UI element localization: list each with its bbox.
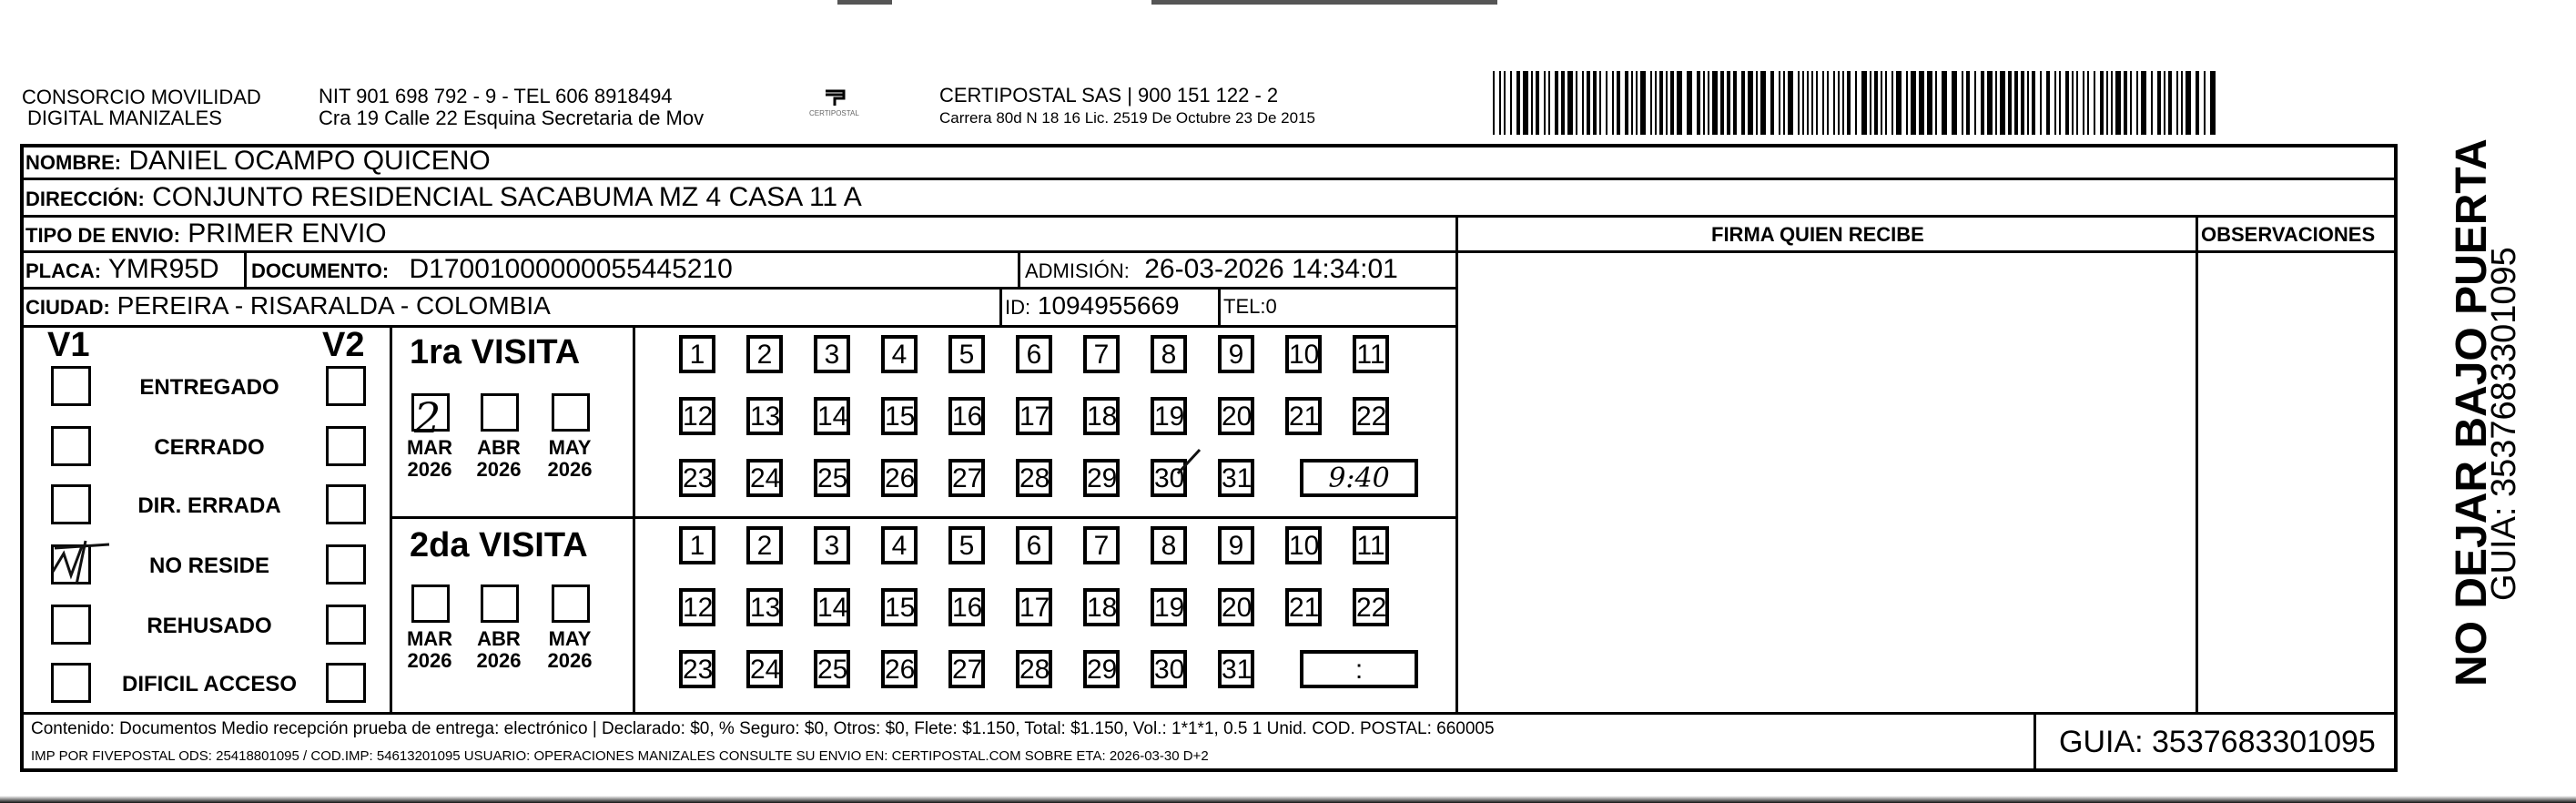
second-month-name: MAY [548,627,592,650]
documento-value: D17001000000055445210 [409,254,733,284]
placa-label: PLACA: [25,259,102,282]
first-day-box[interactable]: 5 [948,335,985,373]
company-address: Cra 19 Calle 22 Esquina Secretaria de Mov [319,107,705,129]
second-day-box[interactable]: 20 [1218,588,1254,626]
barcode [1493,71,2216,135]
second-day-box[interactable]: 1 [679,526,715,564]
direccion-value: CONJUNTO RESIDENCIAL SACABUMA MZ 4 CASA 11 A [152,182,862,212]
first-day-box[interactable]: 24 [746,459,783,497]
cell-line [244,250,247,287]
first-month-year: 2026 [407,458,452,481]
tel-label: TEL: [1223,295,1266,318]
side-guia: GUIA: 3537683301095 [2485,247,2523,601]
first-month-box[interactable] [552,393,590,432]
second-day-box[interactable]: 14 [814,588,850,626]
logo-text: CERTIPOSTAL [809,109,859,117]
second-day-box[interactable]: 18 [1083,588,1120,626]
status-label: NO RESIDE [148,554,270,578]
admision-label: ADMISIÓN: [1025,259,1130,282]
row-line [20,178,2398,180]
first-day-box[interactable]: 30 [1151,459,1187,497]
cell-line [390,516,1457,519]
footer-content: Contenido: Documentos Medio recepción prueba de entrega: electrónico | Declarado: $0, % Seguro: $0, Otros: $0, Flete: $1.150, Total: $1.150, Vol.: 1*1*1, 0.5 1 Unid. COD. POSTAL: 660005 [31,719,1495,738]
second-day-box[interactable]: 9 [1218,526,1254,564]
documento-cell [251,254,733,285]
second-day-box[interactable]: 13 [746,588,783,626]
second-month-year: 2026 [547,649,593,672]
second-day-box[interactable]: 11 [1353,526,1389,564]
header-line-firma [1455,250,2398,253]
first-month-year: 2026 [547,458,593,481]
second-day-box[interactable]: 16 [948,588,985,626]
first-day-box[interactable]: 12 [679,397,715,435]
status-label: ENTREGADO [139,375,279,400]
first-day-box[interactable]: 14 [814,397,850,435]
row-line [20,215,2398,218]
id-label: ID: [1005,296,1031,319]
id-value: 1094955669 [1037,291,1180,320]
tipo-value: PRIMER ENVIO [188,219,387,249]
row-line [20,325,1458,328]
tel-value: 0 [1265,295,1277,318]
first-day-box[interactable]: 22 [1353,397,1389,435]
observaciones-header: OBSERVACIONES [2201,223,2376,246]
company-name-line1: CONSORCIO MOVILIDAD [22,86,261,108]
carrier-address: Carrera 80d N 18 16 Lic. 2519 De Octubre 23 De 2015 [939,109,1315,127]
v2-checkbox[interactable] [326,426,366,466]
first-day-box[interactable]: 25 [814,459,850,497]
tipo-label: TIPO DE ENVIO: [25,224,180,247]
certipostal-logo [806,86,869,122]
row-line [20,712,2398,715]
second-day-box[interactable]: 12 [679,588,715,626]
firma-header: FIRMA QUIEN RECIBE [1711,223,1924,246]
first-day-box[interactable]: 29 [1083,459,1120,497]
direccion-row [25,182,862,213]
status-label: CERRADO [154,435,265,460]
first-month-box[interactable] [481,393,519,432]
status-label: REHUSADO [147,614,272,638]
first-day-box[interactable]: 21 [1285,397,1322,435]
row-line [20,287,1458,290]
second-day-box[interactable]: 19 [1151,588,1187,626]
cell-line [1018,250,1020,287]
tipo-row [25,219,387,249]
second-day-box[interactable]: 3 [814,526,850,564]
first-day-box[interactable]: 13 [746,397,783,435]
v1-checkbox[interactable] [51,663,91,703]
first-day-box[interactable]: 2 [746,335,783,373]
v1-label: V1 [47,326,90,364]
scan-artifact-top [1151,0,1497,5]
second-day-box[interactable]: 22 [1353,588,1389,626]
first-day-box[interactable]: 26 [881,459,918,497]
first-day-box[interactable]: 1 [679,335,715,373]
admision-value: 26-03-2026 14:34:01 [1144,254,1398,284]
scan-artifact-bottom [0,796,2576,803]
first-day-box[interactable]: 17 [1016,397,1052,435]
status-label: DIR. ERRADA [137,493,281,518]
v1-checkbox[interactable] [51,426,91,466]
first-day-box[interactable]: 9 [1218,335,1254,373]
second-day-box[interactable]: 29 [1083,650,1120,688]
scan-artifact-top [837,0,892,5]
first-day-box[interactable]: 31 [1218,459,1254,497]
v2-checkbox[interactable] [326,484,366,524]
second-visit-label: 2da VISITA [410,526,588,564]
first-month-year: 2026 [476,458,522,481]
second-day-box[interactable]: 23 [679,650,715,688]
second-month-year: 2026 [407,649,452,672]
no-dejar-warning: NO DEJAR BAJO PUERTA [2448,138,2496,686]
second-day-box[interactable]: 26 [881,650,918,688]
first-day-box[interactable]: 3 [814,335,850,373]
nombre-label: NOMBRE: [25,151,122,174]
second-month-box[interactable] [411,584,450,623]
company-name-line2: DIGITAL MANIZALES [27,107,222,129]
direccion-label: DIRECCIÓN: [25,188,145,210]
second-day-box[interactable]: 15 [881,588,918,626]
second-day-box[interactable]: 24 [746,650,783,688]
footer-print-info: IMP POR FIVEPOSTAL ODS: 25418801095 / COD.IMP: 54613201095 USUARIO: OPERACIONES MANIZALES CONSULTE SU ENVIO EN: CERTIPOSTAL.COM SOBRE ETA: 2026-03-30 D+2 [31,748,1209,764]
admision-cell [1025,254,1398,285]
v1-checkbox[interactable] [51,605,91,645]
second-day-box[interactable]: 31 [1218,650,1254,688]
first-day-box[interactable]: 15 [881,397,918,435]
second-time-box[interactable]: : [1300,650,1418,688]
col-line-firma [1455,215,1458,714]
first-day-box[interactable]: 6 [1016,335,1052,373]
second-day-box[interactable]: 10 [1285,526,1322,564]
second-day-box[interactable]: 30 [1151,650,1187,688]
carrier-name: CERTIPOSTAL SAS | 900 151 122 - 2 [939,84,1279,107]
first-day-box[interactable]: 28 [1016,459,1052,497]
cell-line [2033,712,2036,772]
tel-cell [1223,295,1277,319]
footer-guia: GUIA: 3537683301095 [2059,725,2376,759]
first-day-box[interactable]: 10 [1285,335,1322,373]
first-day-box[interactable]: 8 [1151,335,1187,373]
second-month-year: 2026 [476,649,522,672]
second-day-box[interactable]: 8 [1151,526,1187,564]
status-label: DIFICIL ACCESO [121,672,297,696]
second-day-box[interactable]: 6 [1016,526,1052,564]
ciudad-cell [25,291,551,320]
documento-label: DOCUMENTO: [251,259,390,282]
v2-checkbox[interactable] [326,605,366,645]
second-day-box[interactable]: 21 [1285,588,1322,626]
second-day-box[interactable]: 2 [746,526,783,564]
nombre-row [25,146,491,177]
nombre-value: DANIEL OCAMPO QUICENO [128,146,491,176]
first-day-box[interactable]: 11 [1353,335,1389,373]
first-day-box[interactable]: 4 [881,335,918,373]
second-day-box[interactable]: 25 [814,650,850,688]
row-line [20,250,1458,253]
first-day-box[interactable]: 23 [679,459,715,497]
first-day-box[interactable]: 27 [948,459,985,497]
first-day-box[interactable]: 18 [1083,397,1120,435]
second-month-name: MAR [406,627,453,650]
first-day-box[interactable]: 20 [1218,397,1254,435]
company-nit: NIT 901 698 792 - 9 - TEL 606 8918494 [319,85,673,107]
placa-value: YMR95D [107,254,219,284]
first-month-name: ABR [477,436,521,459]
col-line-obs [2196,215,2198,714]
first-visit-label: 1ra VISITA [410,333,581,371]
handwritten-month-mark: 2 [414,393,441,442]
second-month-name: ABR [477,627,521,650]
first-month-name: MAY [548,436,592,459]
handwritten-check-mark [46,535,127,590]
ciudad-value: PEREIRA - RISARALDA - COLOMBIA [117,291,551,320]
second-day-box[interactable]: 5 [948,526,985,564]
handwritten-day-stroke [1172,444,1209,481]
v2-label: V2 [322,326,365,364]
cell-line [1218,287,1221,325]
v1-checkbox[interactable] [51,366,91,406]
second-month-box[interactable] [481,584,519,623]
first-time-box[interactable]: 9:40 [1300,459,1418,497]
v2-checkbox[interactable] [326,663,366,703]
first-day-box[interactable]: 19 [1151,397,1187,435]
id-cell [1005,291,1180,320]
cell-line [999,287,1002,325]
v1-checkbox[interactable] [51,484,91,524]
second-day-box[interactable]: 17 [1016,588,1052,626]
first-day-box[interactable]: 7 [1083,335,1120,373]
second-day-box[interactable]: 4 [881,526,918,564]
second-day-box[interactable]: 27 [948,650,985,688]
first-month-name: MAR [406,436,453,459]
v2-checkbox[interactable] [326,544,366,584]
placa-cell [25,254,219,285]
second-day-box[interactable]: 7 [1083,526,1120,564]
second-month-box[interactable] [552,584,590,623]
first-day-box[interactable]: 16 [948,397,985,435]
ciudad-label: CIUDAD: [25,296,110,319]
v2-checkbox[interactable] [326,366,366,406]
second-day-box[interactable]: 28 [1016,650,1052,688]
